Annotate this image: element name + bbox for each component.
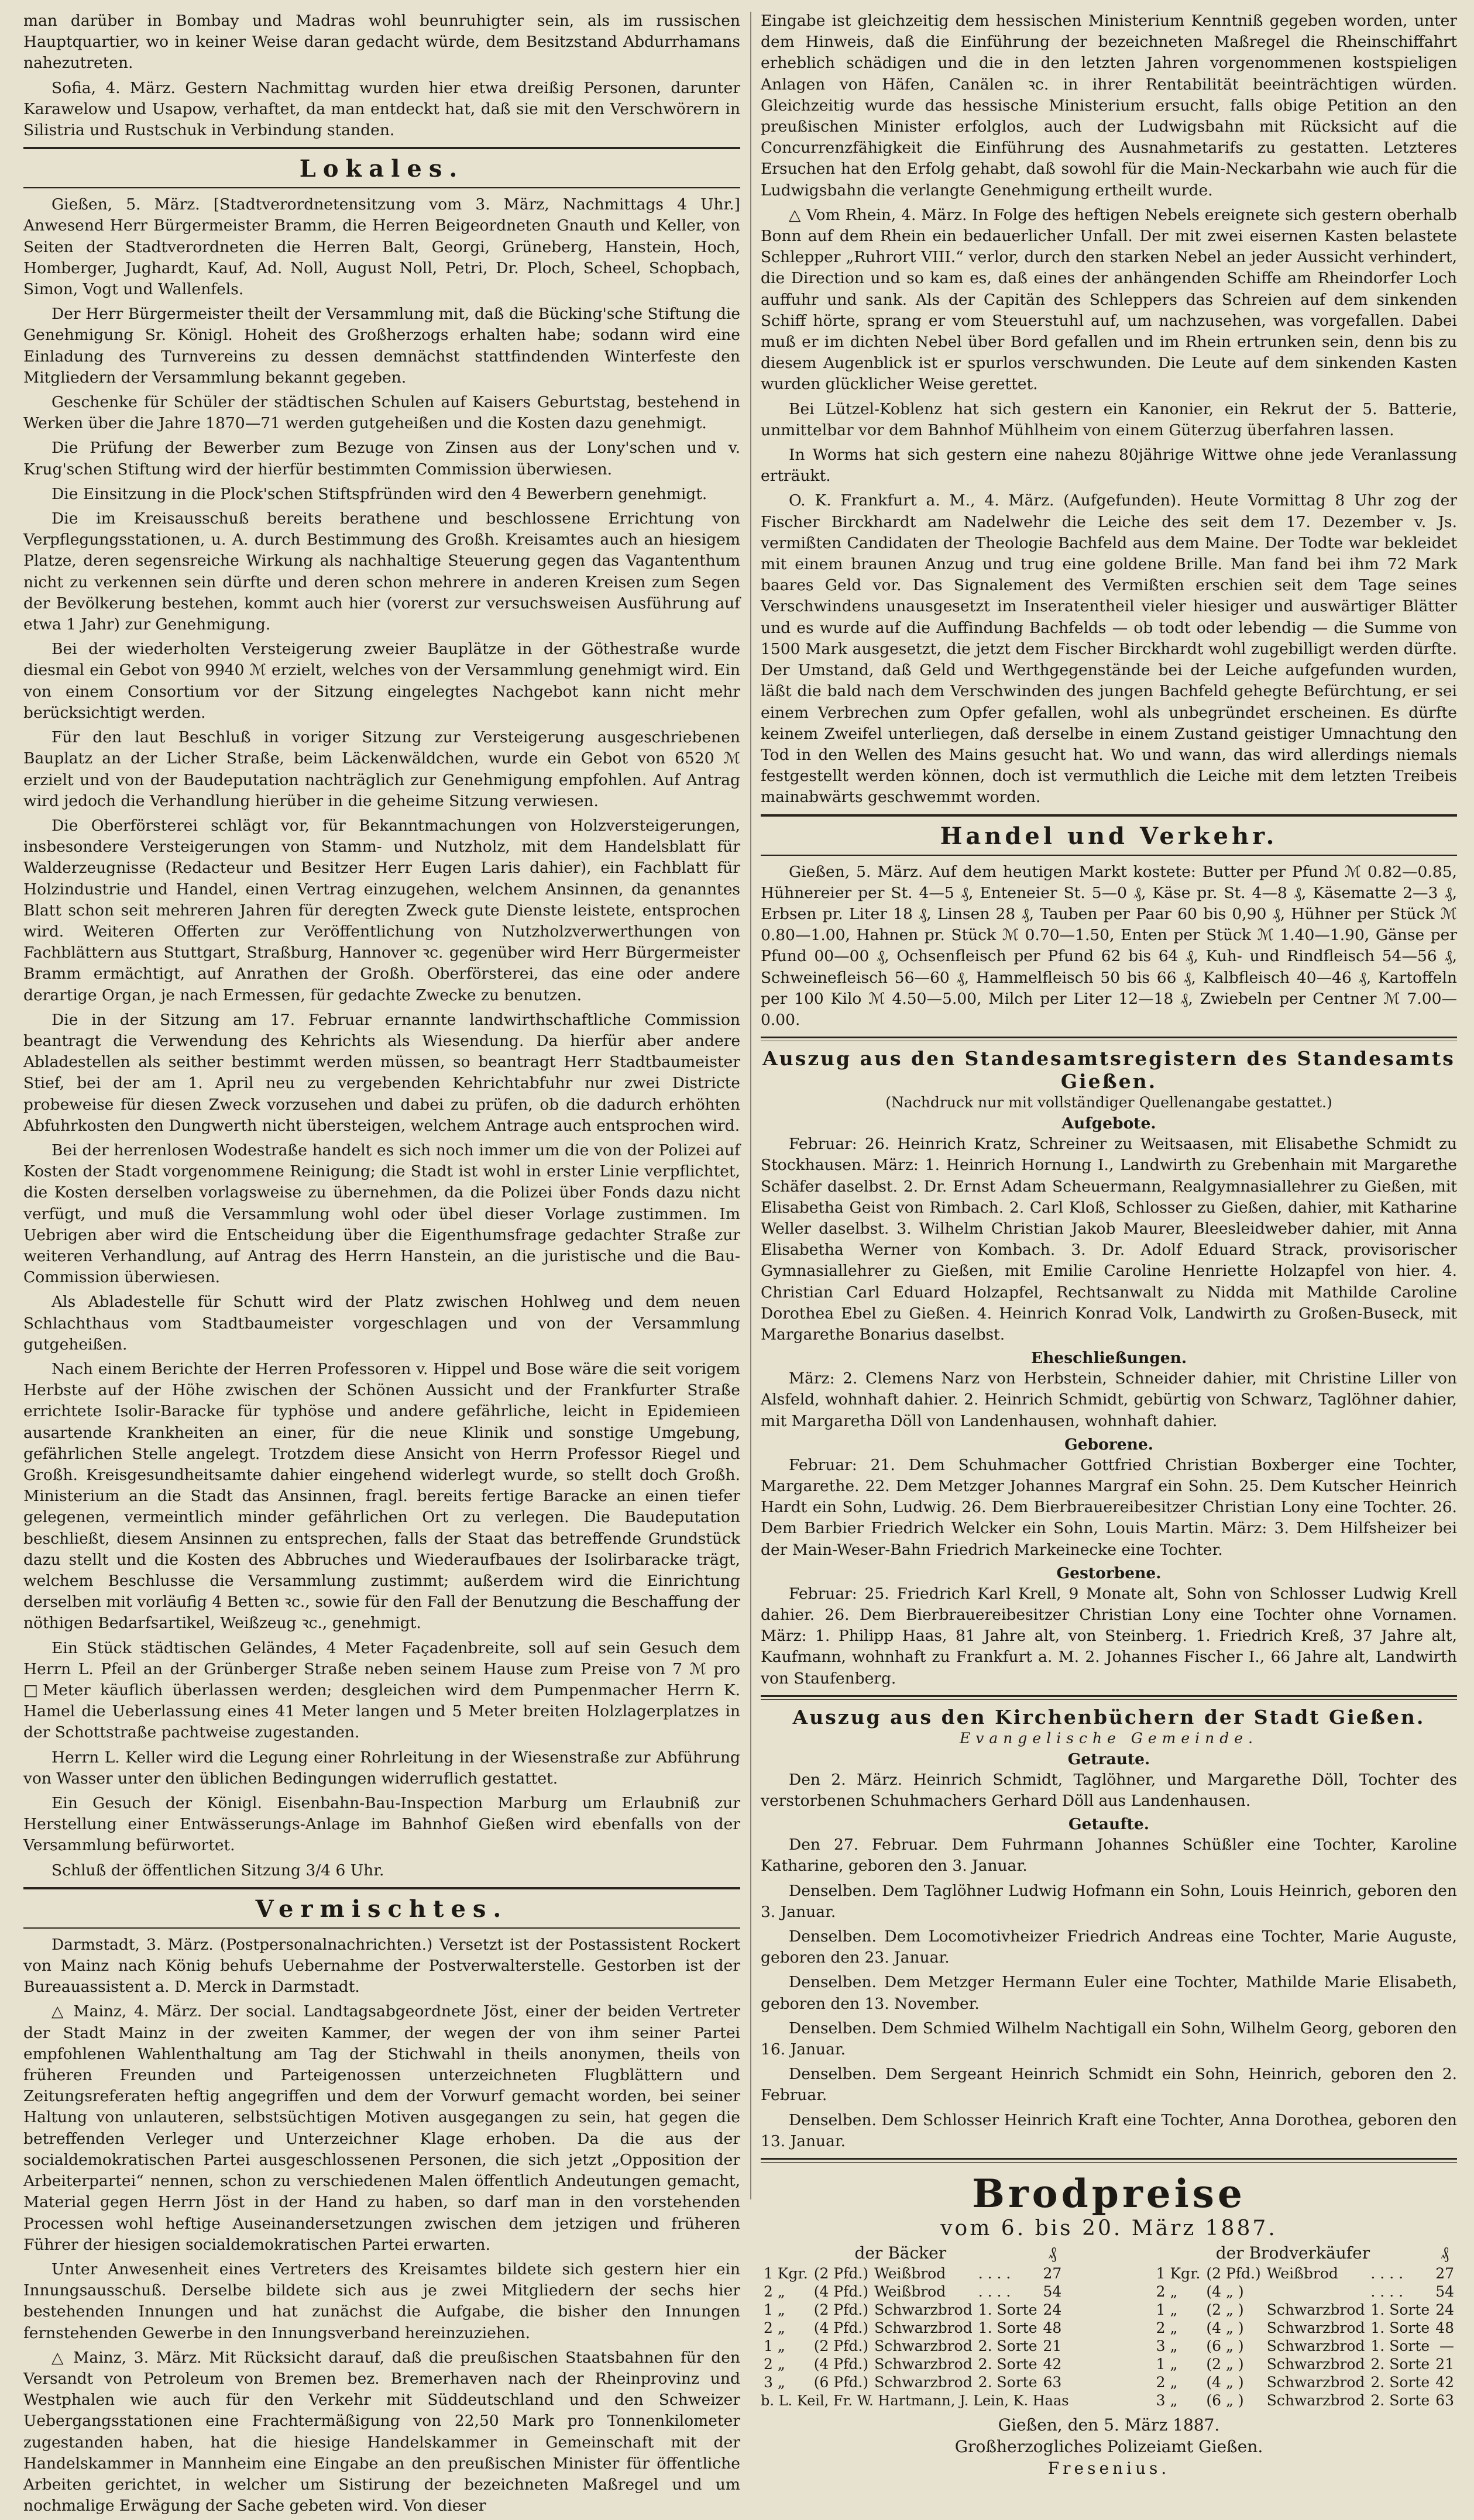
vermischtes-paragraph: △ Mainz, 3. März. Mit Rücksicht darauf, daß die preußischen Staatsbahnen für den Versandt von Petroleum von Bremen bez. Bremerhaven nach der Rheinprovinz und Westphalen wie auch für den Verkehr mit Süddeutschland und den Schweizer Uebergangsstationen eine Frachtermäßigung von 22,50 Mark pro Tonnenkilometer zugestanden haben, hat die hiesige Handelskammer in Gemeinschaft mit der Handelskammer in Mannheim eine Eingabe an den preußischen Minister für öffentliche Arbeiten gerichtet, in welcher um Sistirung der bezeichneten Maßregel und um nochmalige Erwägung der Sache gebeten wird. Von dieser bbox=[23, 2348, 740, 2515]
church-paragraph: Denselben. Dem Metzger Hermann Euler eine Tochter, Mathilde Marie Elisabeth, geboren den 13. November. bbox=[761, 1973, 1457, 2013]
price-cell: 2 „ bbox=[1156, 2283, 1178, 2301]
price-cell: 2. Sorte bbox=[1370, 2374, 1430, 2391]
price-cell: 2. Sorte bbox=[1370, 2356, 1430, 2373]
brodpreise-title: Brodpreise bbox=[972, 2171, 1246, 2217]
lokales-paragraph: Ein Stück städtischen Geländes, 4 Meter Façadenbreite, soll auf sein Gesuch dem Herrn L. Pfeil an der Grünberger Straße neben seinem Hause zum Preise von 7 ℳ pro □Meter käuflich überlassen werden; desgleichen wird dem Pumpenmacher Herrn K. Hamel die Ueberlassung eines 41 Meter langen und 5 Meter breiten Holzlagerplatzes in der Schottstraße pachtweise zugestanden. bbox=[23, 1638, 740, 1742]
price-cell: 3 „ bbox=[1156, 2392, 1178, 2409]
baecker-block bbox=[761, 2244, 1069, 2409]
unit-header: ₰ bbox=[1048, 2243, 1057, 2263]
price-row bbox=[1153, 2319, 1457, 2337]
price-cell: Schwarzbrod bbox=[1266, 2337, 1365, 2355]
price-cell bbox=[1264, 2283, 1368, 2301]
subhead-eheschliessungen: Eheschließungen. bbox=[1030, 1349, 1187, 1368]
section-title-vermischtes: Vermischtes. bbox=[255, 1895, 508, 1923]
vermischtes-paragraph: Darmstadt, 3. März. (Postpersonalnachrichten.) Versetzt ist der Postassistent Rockert von Mainz nach König behufs Uebernahme der Postverwalterstelle. Gestorben ist der Bureauassistent a. D. Merck in Darmstadt. bbox=[23, 1935, 740, 1996]
register-paragraph: März: 2. Clemens Narz von Herbstein, Schneider dahier, mit Christine Liller von Alsfeld, wohnhaft dahier. 2. Heinrich Schmidt, gebürtig von Schwarz, Taglöhner dahier, mit Margaretha Döll von Landenhausen, wohnhaft dahier. bbox=[761, 1369, 1457, 1430]
church-paragraph: Denselben. Dem Sergeant Heinrich Schmidt ein Sohn, Heinrich, geboren den 2. Februar. bbox=[761, 2065, 1457, 2105]
price-value: 21 bbox=[1435, 2356, 1454, 2373]
price-cell: . . . . bbox=[978, 2283, 1011, 2301]
lokales-paragraph: Als Abladestelle für Schutt wird der Platz zwischen Hohlweg und dem neuen Schlachthaus vom Stadtbaumeister vorgeschlagen und von der Versammlung gutgeheißen. bbox=[23, 1293, 740, 1354]
price-value: 54 bbox=[1043, 2283, 1062, 2301]
price-row bbox=[1153, 2373, 1457, 2391]
price-cell: (4 „ ) bbox=[1206, 2283, 1244, 2301]
section-title-kirchenbuecher: Auszug aus den Kirchenbüchern der Stadt Gießen. bbox=[792, 1705, 1425, 1729]
price-cell: (6 „ ) bbox=[1206, 2337, 1244, 2355]
section-rule bbox=[761, 1037, 1457, 1041]
section-title-lokales: Lokales. bbox=[299, 155, 465, 183]
price-cell: (2 Pfd.) bbox=[813, 2265, 869, 2283]
section-rule bbox=[23, 187, 740, 188]
lokales-paragraph: Die Einsitzung in die Plock'schen Stiftspfründen wird den 4 Bewerbern genehmigt. bbox=[51, 484, 707, 503]
price-cell: 2 „ bbox=[1156, 2374, 1178, 2391]
section-rule bbox=[23, 147, 740, 149]
price-cell: (4 „ ) bbox=[1206, 2374, 1244, 2391]
verkaeufer-block bbox=[1153, 2244, 1457, 2409]
church-paragraph: Denselben. Dem Taglöhner Ludwig Hofmann ein Sohn, Louis Heinrich, geboren den 3. Januar. bbox=[761, 1881, 1457, 1921]
lokales-paragraph: Herrn L. Keller wird die Legung einer Rohrleitung in der Wiesenstraße zur Abführung von Wasser unter den üblichen Bedingungen widerruflich gestattet. bbox=[23, 1748, 740, 1788]
price-row bbox=[1153, 2355, 1457, 2373]
baecker-names: b. L. Keil, Fr. W. Hartmann, J. Lein, K. Haas bbox=[761, 2392, 1069, 2409]
price-value: 63 bbox=[1043, 2374, 1062, 2391]
price-row bbox=[761, 2283, 1064, 2301]
price-value: 24 bbox=[1043, 2301, 1062, 2319]
kirchen-subtitle: Evangelische Gemeinde. bbox=[960, 1729, 1258, 1747]
register-paragraph: Februar: 26. Heinrich Kratz, Schreiner zu Weitsaasen, mit Elisabethe Schmidt zu Stockhausen. März: 1. Heinrich Hornung I., Landwirth zu Grebenhain mit Margarethe Schäfer daselbst. 2. Dr. Ernst Adam Scheuermann, Realgymnasiallehrer zu Gießen, mit Elisabetha Geist von Rimbach. 2. Carl Kloß, Schlosser zu Gießen, dahier, mit Katharine Weller daselbst. 3. Wilhelm Christian Jakob Maurer, Bleesleidweber dahier, mit Anna Elisabetha Werner von Kombach. 3. Dr. Adolf Eduard Strack, provisorischer Gymnasiallehrer zu Gießen, mit Emilie Caroline Henriette Holzapfel von hier. 4. Christian Carl Eduard Holzapfel, Rechtsanwalt zu Nidda mit Mathilde Caroline Dorothea Ebel zu Gießen. 4. Heinrich Konrad Volk, Landwirth zu Großen-Buseck, mit Margarethe Bonarius daselbst. bbox=[761, 1135, 1457, 1344]
register-paragraph: Februar: 25. Friedrich Karl Krell, 9 Monate alt, Sohn von Schlosser Ludwig Krell dahier. 26. Dem Bierbrauereibesitzer Christian Lony eine Tochter ohne Vornamen. März: 1. Philipp Haas, 81 Jahre alt, von Steinberg. 1. Friedrich Kreß, 37 Jahre alt, Kaufmann, wohnhaft zu Frankfurt a. M. 2. Johannes Fischer I., 66 Jahre alt, Landwirth von Staufenberg. bbox=[761, 1584, 1457, 1688]
lokales-paragraph: Für den laut Beschluß in voriger Sitzung zur Versteigerung ausgeschriebenen Bauplatz an der Licher Straße, beim Läckenwäldchen, wurde ein Gebot von 6520 ℳ erzielt und von der Baudeputation nachträglich zur Genehmigung empfohlen. Auf Antrag wird jedoch die Verhandlung hierüber in die geheime Sitzung verwiesen. bbox=[23, 728, 740, 810]
vermischtes-paragraph: △ Mainz, 4. März. Der social. Landtagsabgeordnete Jöst, einer der beiden Vertreter der Stadt Mainz in der zweiten Kammer, der wegen der von ihm seiner Partei empfohlenen Wahlenthaltung am Tag der Stichwahl in theils anonymen, theils von früheren Freunden und Parteigenossen unterzeichneten Flugblättern und Zeitungsreferaten heftig angegriffen und dem der Vorwurf gemacht worden, bei seiner Haltung von unlauteren, selbstsüchtigen Motiven ausgegangen zu sein, hat gegen die betreffenden Verleger und Unterzeichner Klage erhoben. Da die aus der socialdemokratischen Partei ausgeschlossenen Personen, die sich jetzt „Opposition der Arbeiterpartei“ nennen, schon zu verschiedenen Malen öffentlich Andeutungen gemacht, Material gegen Herrn Jöst in der Hand zu haben, so darf man in den vorstehenden Processen wohl heftige Auseinandersetzungen zwischen dem jetzigen und früheren Führer der hiesigen socialdemokratischen Partei erwarten. bbox=[23, 2002, 740, 2254]
news-paragraph: △ Vom Rhein, 4. März. In Folge des heftigen Nebels ereignete sich gestern oberhalb Bonn auf dem Rhein ein bedauerlicher Unfall. Der mit zwei eisernen Kasten belastete Schlepper „Ruhrort VIII.“ verlor, durch den starken Nebel an jeder Aussicht verhindert, die Direction und so kam es, daß eines der anhängenden Schiffe am Rheindorfer Loch auffuhr und sank. Als der Capitän des Schleppers das Schreien auf dem sinkenden Schiff hörte, sprang er vom Steuerstuhl auf, um nachzusehen, was vorgefallen. Dabei muß er im dichten Nebel über Bord gefallen und im Rhein ertrunken sein, denn bis zu diesem Augenblick ist er spurlos verschwunden. Die Leute auf dem sinkenden Kasten wurden glücklicher Weise gerettet. bbox=[761, 205, 1457, 394]
price-cell: 2 „ bbox=[764, 2356, 785, 2373]
price-cell: (2 „ ) bbox=[1206, 2301, 1244, 2319]
news-paragraph: O. K. Frankfurt a. M., 4. März. (Aufgefunden). Heute Vormittag 8 Uhr zog der Fischer Birckhardt am Nadelwehr die Leiche des seit dem 17. Dezember v. Js. vermißten Candidaten der Theologie Bachfeld aus dem Maine. Der Todte war bekleidet mit einem braunen Anzug und trug eine goldene Brille. Man fand bei ihm 72 Mark baares Geld vor. Das Signalement des Vermißten erschien seit dem Tage seines Verschwindens unausgesetzt im Inseratentheil vieler hiesiger und auswärtiger Blätter und es wurde auf die Auffindung Bachfelds — ob todt oder lebendig — die Summe von 1500 Mark ausgesetzt, die jetzt dem Fischer Birckhardt wohl zugebilligt werden dürfte. Der Umstand, daß Geld und Werthgegenstände bei der Leiche aufgefunden wurden, läßt die bald nach dem Verschwinden des jungen Bachfeld gehegte Befürchtung, er sei einem Verbrechen zum Opfer gefallen, wohl als unbegründet erscheinen. Es dürfte keinem Zweifel unterliegen, daß derselbe in einem Zustand geistiger Umnachtung den Tod in den Wellen des Mains gesucht hat. Wo und wann, das wird allerdings niemals festgestellt werden können, doch ist vermuthlich die Leiche mit dem letzten Treibeis mainabwärts geschwemmt worden. bbox=[761, 491, 1457, 807]
price-cell: 1 „ bbox=[764, 2337, 785, 2355]
price-cell: (2 Pfd.) bbox=[813, 2337, 869, 2355]
intro-paragraph: Sofia, 4. März. Gestern Nachmittag wurden hier etwa dreißig Personen, darunter Karawelow und Usapow, verhaftet, da man entdeckt hat, daß sie mit den Verschwörern in Silistria und Rustschuk in Verbindung standen. bbox=[23, 78, 740, 140]
price-cell: 1 „ bbox=[1156, 2301, 1178, 2319]
lokales-paragraph: Die im Kreisausschuß bereits berathene und beschlossene Errichtung von Verpflegungsstationen, u. A. durch Bestimmung des Großh. Kreisamtes auch an hiesigem Platze, deren segensreiche Wirkung als nachhaltige Steuerung gegen das Vagantenthum nicht zu verkennen sein dürfte und deren schon mehrere in anderen Kreisen zum Segen der Bevölkerung bestehen, kommt auch hier (vorerst zur versuchsweisen Ausführung auf etwa 1 Jahr) zur Genehmigung. bbox=[23, 509, 740, 634]
section-rule bbox=[761, 814, 1457, 817]
brodpreise-period: vom 6. bis 20. März 1887. bbox=[940, 2216, 1277, 2241]
price-value: — bbox=[1439, 2337, 1454, 2355]
price-row bbox=[761, 2264, 1064, 2283]
price-cell: 1 „ bbox=[1156, 2356, 1178, 2373]
price-cell: (6 Pfd.) bbox=[813, 2374, 869, 2391]
lokales-paragraph: Schluß der öffentlichen Sitzung 3/4 6 Uhr. bbox=[51, 1861, 384, 1879]
price-cell: Weißbrod bbox=[874, 2283, 946, 2301]
lokales-paragraph: Bei der herrenlosen Wodestraße handelt es sich noch immer um die von der Polizei auf Kosten der Stadt vorgenommene Reinigung; die Stadt ist wohl in erster Linie verpflichtet, die Kosten derselben vorlagsweise zu übernehmen, da die Polizei über Fonds dazu nicht verfügt, und muß die Versammlung wohl oder übel dieser Vorlage zustimmen. Im Uebrigen aber wird die Entscheidung über die Eigenthumsfrage gedachter Straße zur weiteren Verhandlung, auf Antrag des Herrn Hanstein, an die juristische und die Bau-Commission überwiesen. bbox=[23, 1141, 740, 1287]
price-cell: (4 „ ) bbox=[1206, 2319, 1244, 2337]
price-row bbox=[761, 2355, 1064, 2373]
price-row bbox=[761, 2373, 1064, 2391]
price-cell: (4 Pfd.) bbox=[813, 2283, 869, 2301]
notice-signature: Fresenius. bbox=[1047, 2459, 1170, 2478]
column-divider bbox=[750, 12, 751, 2199]
price-cell: Schwarzbrod bbox=[874, 2374, 973, 2391]
price-value: 27 bbox=[1043, 2265, 1062, 2283]
price-row bbox=[1153, 2264, 1457, 2283]
left-column bbox=[23, 11, 740, 2520]
price-cell: (4 Pfd.) bbox=[813, 2319, 869, 2337]
price-cell: Schwarzbrod bbox=[1266, 2356, 1365, 2373]
price-row bbox=[1153, 2391, 1457, 2409]
church-paragraph: Denselben. Dem Locomotivheizer Friedrich Andreas eine Tochter, Marie Auguste, geboren den 23. Januar. bbox=[761, 1927, 1457, 1967]
price-cell: 1. Sorte bbox=[978, 2319, 1037, 2337]
price-cell: Schwarzbrod bbox=[1266, 2301, 1365, 2319]
price-cell: . . . . bbox=[1370, 2283, 1404, 2301]
price-row bbox=[1153, 2337, 1457, 2355]
price-value: 48 bbox=[1043, 2319, 1062, 2337]
price-cell: 1. Sorte bbox=[978, 2301, 1037, 2319]
price-value: 48 bbox=[1435, 2319, 1454, 2337]
price-cell: 2. Sorte bbox=[978, 2356, 1037, 2373]
price-cell: . . . . bbox=[1370, 2265, 1404, 2283]
subhead-geborene: Geborene. bbox=[1064, 1435, 1153, 1454]
price-value: 42 bbox=[1043, 2356, 1062, 2373]
bread-price-tables bbox=[761, 2244, 1457, 2409]
price-cell: (2 Pfd.) bbox=[813, 2301, 869, 2319]
price-cell: (6 „ ) bbox=[1206, 2392, 1244, 2409]
lokales-paragraph: Geschenke für Schüler der städtischen Schulen auf Kaisers Geburtstag, bestehend in Werken über die Jahre 1870—71 werden gutgeheißen und die Kosten dazu genehmigt. bbox=[23, 393, 740, 433]
unit-header: ₰ bbox=[1441, 2243, 1449, 2263]
price-value: 27 bbox=[1435, 2265, 1454, 2283]
price-cell: 1 „ bbox=[764, 2301, 785, 2319]
vermischtes-paragraph: Unter Anwesenheit eines Vertreters des Kreisamtes bildete sich gestern hier ein Innungsausschuß. Derselbe bildete sich aus je zwei Mitgliedern der sechs hier bestehenden Innungen und hat zunächst die Aufgabe, die bisher den Innungen fernstehenden Gewerbe in den Innungsverband hereinzuziehen. bbox=[23, 2260, 740, 2342]
price-row bbox=[761, 2301, 1064, 2319]
price-cell: 3 „ bbox=[1156, 2337, 1178, 2355]
price-cell: 2 „ bbox=[764, 2319, 785, 2337]
price-cell: 1 Kgr. bbox=[764, 2265, 808, 2283]
lokales-paragraph: Bei der wiederholten Versteigerung zweier Bauplätze in der Göthestraße wurde diesmal ein Gebot von 9940 ℳ erzielt, welches von der Versammlung genehmigt wird. Ein von einem Consortium vor der Sitzung eingelegtes Nachgebot kann nicht mehr berücksichtigt werden. bbox=[23, 640, 740, 722]
subhead-aufgebote: Aufgebote. bbox=[1061, 1114, 1156, 1133]
price-cell: 1. Sorte bbox=[1370, 2337, 1430, 2355]
notice-date: Gießen, den 5. März 1887. bbox=[998, 2415, 1220, 2435]
section-rule bbox=[23, 1887, 740, 1889]
market-prices-paragraph: Gießen, 5. März. Auf dem heutigen Markt kostete: Butter per Pfund ℳ 0.82—0.85, Hühnereier per St. 4—5 ₰, Enteneier St. 5—0 ₰, Käse pr. St. 4—8 ₰, Käsematte 2—3 ₰, Erbsen pr. Liter 18 ₰, Linsen 28 ₰, Tauben per Paar 60 bis 0,90 ₰, Hühner per Stück ℳ 0.80—1.00, Hahnen pr. Stück ℳ 0.70—1.50, Enten per Stück ℳ 1.40—1.90, Gänse per Pfund 00—00 ₰, Ochsenfleisch per Pfund 62 bis 64 ₰, Kuh- und Rindfleisch 54—56 ₰, Schweinefleisch 56—60 ₰, Hammelfleisch 50 bis 66 ₰, Kalbfleisch 40—46 ₰, Kartoffeln per 100 Kilo ℳ 4.50—5.00, Milch per Liter 12—18 ₰, Zwiebeln per Centner ℳ 7.00—0.00. bbox=[761, 862, 1457, 1029]
price-value: 63 bbox=[1435, 2392, 1454, 2409]
church-paragraph: Denselben. Dem Schlosser Heinrich Kraft eine Tochter, Anna Dorothea, geboren den 13. Januar. bbox=[761, 2111, 1457, 2150]
price-cell: Weißbrod bbox=[874, 2265, 946, 2283]
price-cell: Schwarzbrod bbox=[1266, 2392, 1365, 2409]
subhead-gestorbene: Gestorbene. bbox=[1056, 1564, 1162, 1582]
section-title-handel: Handel und Verkehr. bbox=[940, 822, 1278, 850]
standesamt-note: (Nachdruck nur mit vollständiger Quellenangabe gestattet.) bbox=[885, 1094, 1332, 1111]
price-cell: (2 Pfd.) bbox=[1206, 2265, 1261, 2283]
price-cell: (2 „ ) bbox=[1206, 2356, 1244, 2373]
price-cell: 2 „ bbox=[764, 2283, 785, 2301]
church-paragraph: Den 2. März. Heinrich Schmidt, Taglöhner, und Margarethe Döll, Tochter des verstorbenen Schuhmachers Gerhard Döll aus Landenhausen. bbox=[761, 1770, 1457, 1810]
church-paragraph: Denselben. Dem Schmied Wilhelm Nachtigall ein Sohn, Wilhelm Georg, geboren den 16. Januar. bbox=[761, 2019, 1457, 2059]
church-paragraph: Den 27. Februar. Dem Fuhrmann Johannes Schüßler eine Tochter, Karoline Katharine, geboren den 3. Januar. bbox=[761, 1836, 1457, 1875]
intro-paragraph: man darüber in Bombay und Madras wohl beunruhigter sein, als im russischen Hauptquartier, wo in keiner Weise daran gedacht würde, dem Besitzstand Abdurrhamans nahezutreten. bbox=[23, 12, 740, 73]
price-row bbox=[1153, 2283, 1457, 2301]
price-cell: 2. Sorte bbox=[978, 2374, 1037, 2391]
subhead-getraute: Getraute. bbox=[1067, 1750, 1150, 1768]
price-cell: 2 „ bbox=[1156, 2319, 1178, 2337]
lokales-paragraph: Die in der Sitzung am 17. Februar ernannte landwirthschaftliche Commission beantragt die Verwendung des Kehrichts als Wiesendung. Da hierfür aber andere Abladestellen als seither bestimmt werden müssen, so beantragt Herr Stadtbaumeister Stief, bei der am 1. April neu zu vergebenden Kehrichtabfuhr nur zwei Districte probeweise für diesen Zweck vorzusehen und dabei zu prüfen, ob die dadurch erhöhten Abfuhrkosten den Dungwerth nicht übersteigen, welchem Antrage auch entsprochen wird. bbox=[23, 1010, 740, 1135]
verkaeufer-header: der Brodverkäufer bbox=[1215, 2243, 1370, 2263]
price-cell: . . . . bbox=[978, 2265, 1011, 2283]
price-value: 54 bbox=[1435, 2283, 1454, 2301]
price-row bbox=[761, 2319, 1064, 2337]
price-cell: 2. Sorte bbox=[1370, 2392, 1430, 2409]
price-cell: Schwarzbrod bbox=[1266, 2374, 1365, 2391]
price-cell: Schwarzbrod bbox=[874, 2301, 973, 2319]
price-cell: 1. Sorte bbox=[1370, 2301, 1430, 2319]
price-value: 42 bbox=[1435, 2374, 1454, 2391]
news-paragraph: In Worms hat sich gestern eine nahezu 80jährige Wittwe ohne jede Veranlassung erträukt. bbox=[761, 446, 1457, 486]
section-title-standesamt: Auszug aus den Standesamtsregistern des Standesamts Gießen. bbox=[762, 1047, 1455, 1093]
lokales-paragraph: Nach einem Berichte der Herren Professoren v. Hippel und Bose wäre die seit vorigem Herbste auf der Höhe zwischen der Schönen Aussicht und der Frankfurter Straße errichtete Isolir-Baracke für typhöse und andere gefährliche, leicht in Epidemieen ausartende Krankheiten an einer, für die neue Klinik und sonstige Umgebung, gefährlichen Stelle angelegt. Trotzdem diese Ansicht von Herrn Professor Riegel und Großh. Kreisgesundheitsamte dahier eingehend widerlegt wurde, so stellt doch Großh. Ministerium an die Stadt das Ansinnen, fragl. bereits fertige Baracke an einen tiefer gelegenen, vermeintlich minder gefährlichen Ort zu verlegen. Die Baudeputation beschließt, diesem Ansinnen zu entsprechen, falls der Staat das betreffende Grundstück dazu stellt und die Kosten des Abbruches und Wiederaufbaues der Isolirbaracke trägt, welchem Beschlusse die Versammlung zustimmt; außerdem wird die Einrichtung derselben mit vorläufig 4 Betten ꝛc., sowie für den Fall der Benutzung die Beschaffung der nöthigen Bedarfsartikel, Weißzeug ꝛc., genehmigt. bbox=[23, 1359, 740, 1633]
news-paragraph: Bei Lützel-Koblenz hat sich gestern ein Kanonier, ein Rekrut der 5. Batterie, unmittelbar vor dem Bahnhof Mühlheim von einem Güterzug überfahren lassen. bbox=[761, 400, 1457, 439]
lokales-paragraph: Die Prüfung der Bewerber zum Bezuge von Zinsen aus der Lony'schen und v. Krug'schen Stiftung wird der hierfür bestimmten Commission überwiesen. bbox=[23, 439, 740, 478]
register-paragraph: Februar: 21. Dem Schuhmacher Gottfried Christian Boxberger eine Tochter, Margarethe. 22. Dem Metzger Johannes Margraf ein Sohn. 25. Dem Kutscher Heinrich Hardt ein Sohn, Ludwig. 26. Dem Bierbrauereibesitzer Christian Lony eine Tochter. 26. Dem Barbier Friedrich Welcker ein Sohn, Louis Martin. März: 3. Dem Hilfsheizer bei der Main-Weser-Bahn Friedrich Markeinecke eine Tochter. bbox=[761, 1455, 1457, 1559]
price-value: 21 bbox=[1043, 2337, 1062, 2355]
price-cell: 1 Kgr. bbox=[1156, 2265, 1201, 2283]
right-column bbox=[761, 11, 1457, 2478]
section-rule bbox=[761, 1695, 1457, 1700]
price-cell: Schwarzbrod bbox=[1266, 2319, 1365, 2337]
continued-paragraph: Eingabe ist gleichzeitig dem hessischen Ministerium Kenntniß gegeben worden, unter dem Hinweis, daß die Einführung der bezeichneten Maßregel die Rheinschiffahrt erheblich schädigen und die in den letzten Jahren vorgenommenen kostspieligen Anlagen von Häfen, Canälen ꝛc. in ihrer Rentabilität beeinträchtigen würden. Gleichzeitig wurde das hessische Ministerium ersucht, falls obige Petition an den preußischen Minister erfolglos, auch der Ludwigsbahn mit Rücksicht auf die Concurrenzfähigkeit die Einführung des Ausnahmetarifs zu gestatten. Letzteres Ersuchen hat den Erfolg gehabt, daß sowohl für die Main-Neckarbahn wie auch für die Ludwigsbahn die verlangte Genehmigung ertheilt wurde. bbox=[761, 12, 1457, 199]
section-rule bbox=[761, 2158, 1457, 2163]
price-cell: Schwarzbrod bbox=[874, 2356, 973, 2373]
price-cell: 1. Sorte bbox=[1370, 2319, 1430, 2337]
section-rule bbox=[761, 855, 1457, 856]
baecker-price-table bbox=[761, 2244, 1064, 2391]
price-cell: Weißbrod bbox=[1266, 2265, 1338, 2283]
price-value: 24 bbox=[1435, 2301, 1454, 2319]
lokales-paragraph: Die Oberförsterei schlägt vor, für Bekanntmachungen von Holzversteigerungen, insbesondere Versteigerungen von Stamm- und Nutzholz, mit dem Handelsblatt für Walderzeugnisse (Redacteur und Besitzer Herr Eugen Laris dahier), ein Fachblatt für Holzindustrie und Handel, einen Vertrag einzugehen, welchem Ansinnen, da genanntes Blatt schon seit mehreren Jahren für deregten Zweck gute Dienste leistete, entsprochen wird. Weiteren Offerten zur Veröffentlichung von Nutzholzverwerthungen von Fachblättern aus Stuttgart, Straßburg, Hannover ꝛc. gegenüber wird Herr Bürgermeister Bramm ermächtigt, auf Anrathen der Großh. Oberförsterei, das eine oder andere derartige Organ, je nach Ermessen, für gedachte Zwecke zu benutzen. bbox=[23, 816, 740, 1004]
subhead-getaufte: Getaufte. bbox=[1068, 1815, 1149, 1834]
verkaeufer-price-table bbox=[1153, 2244, 1457, 2409]
lokales-paragraph: Ein Gesuch der Königl. Eisenbahn-Bau-Inspection Marburg um Erlaubniß zur Herstellung einer Entwässerungs-Anlage im Bahnhof Gießen wird ebenfalls von der Versammlung befürwortet. bbox=[23, 1794, 740, 1855]
price-cell: Schwarzbrod bbox=[874, 2337, 973, 2355]
notice-authority: Großherzogliches Polizeiamt Gießen. bbox=[954, 2437, 1263, 2457]
section-rule bbox=[23, 1927, 740, 1929]
baecker-header: der Bäcker bbox=[854, 2243, 947, 2263]
price-cell: 3 „ bbox=[764, 2374, 785, 2391]
price-cell: 2. Sorte bbox=[978, 2337, 1037, 2355]
lokales-paragraph: Der Herr Bürgermeister theilt der Versammlung mit, daß die Bücking'sche Stiftung die Genehmigung Sr. Königl. Hoheit des Großherzogs erhalten habe; sodann wird eine Einladung des Turnvereins zu dessen demnächst stattfindenden Winterfeste den Mitgliedern der Versammlung bekannt gegeben. bbox=[23, 305, 740, 387]
price-cell: Schwarzbrod bbox=[874, 2319, 973, 2337]
price-cell: (4 Pfd.) bbox=[813, 2356, 869, 2373]
price-row bbox=[1153, 2301, 1457, 2319]
lokales-paragraph: Gießen, 5. März. [Stadtverordnetensitzung vom 3. März, Nachmittags 4 Uhr.] Anwesend Herr Bürgermeister Bramm, die Herren Beigeordneten Gnauth und Keller, von Seiten der Stadtverordneten die Herren Balt, Georgi, Grüneberg, Hanstein, Hoch, Homberger, Jughardt, Kauf, Ad. Noll, August Noll, Petri, Dr. Ploch, Scheel, Schopbach, Simon, Vogt und Wallenfels. bbox=[23, 195, 740, 299]
price-row bbox=[761, 2337, 1064, 2355]
